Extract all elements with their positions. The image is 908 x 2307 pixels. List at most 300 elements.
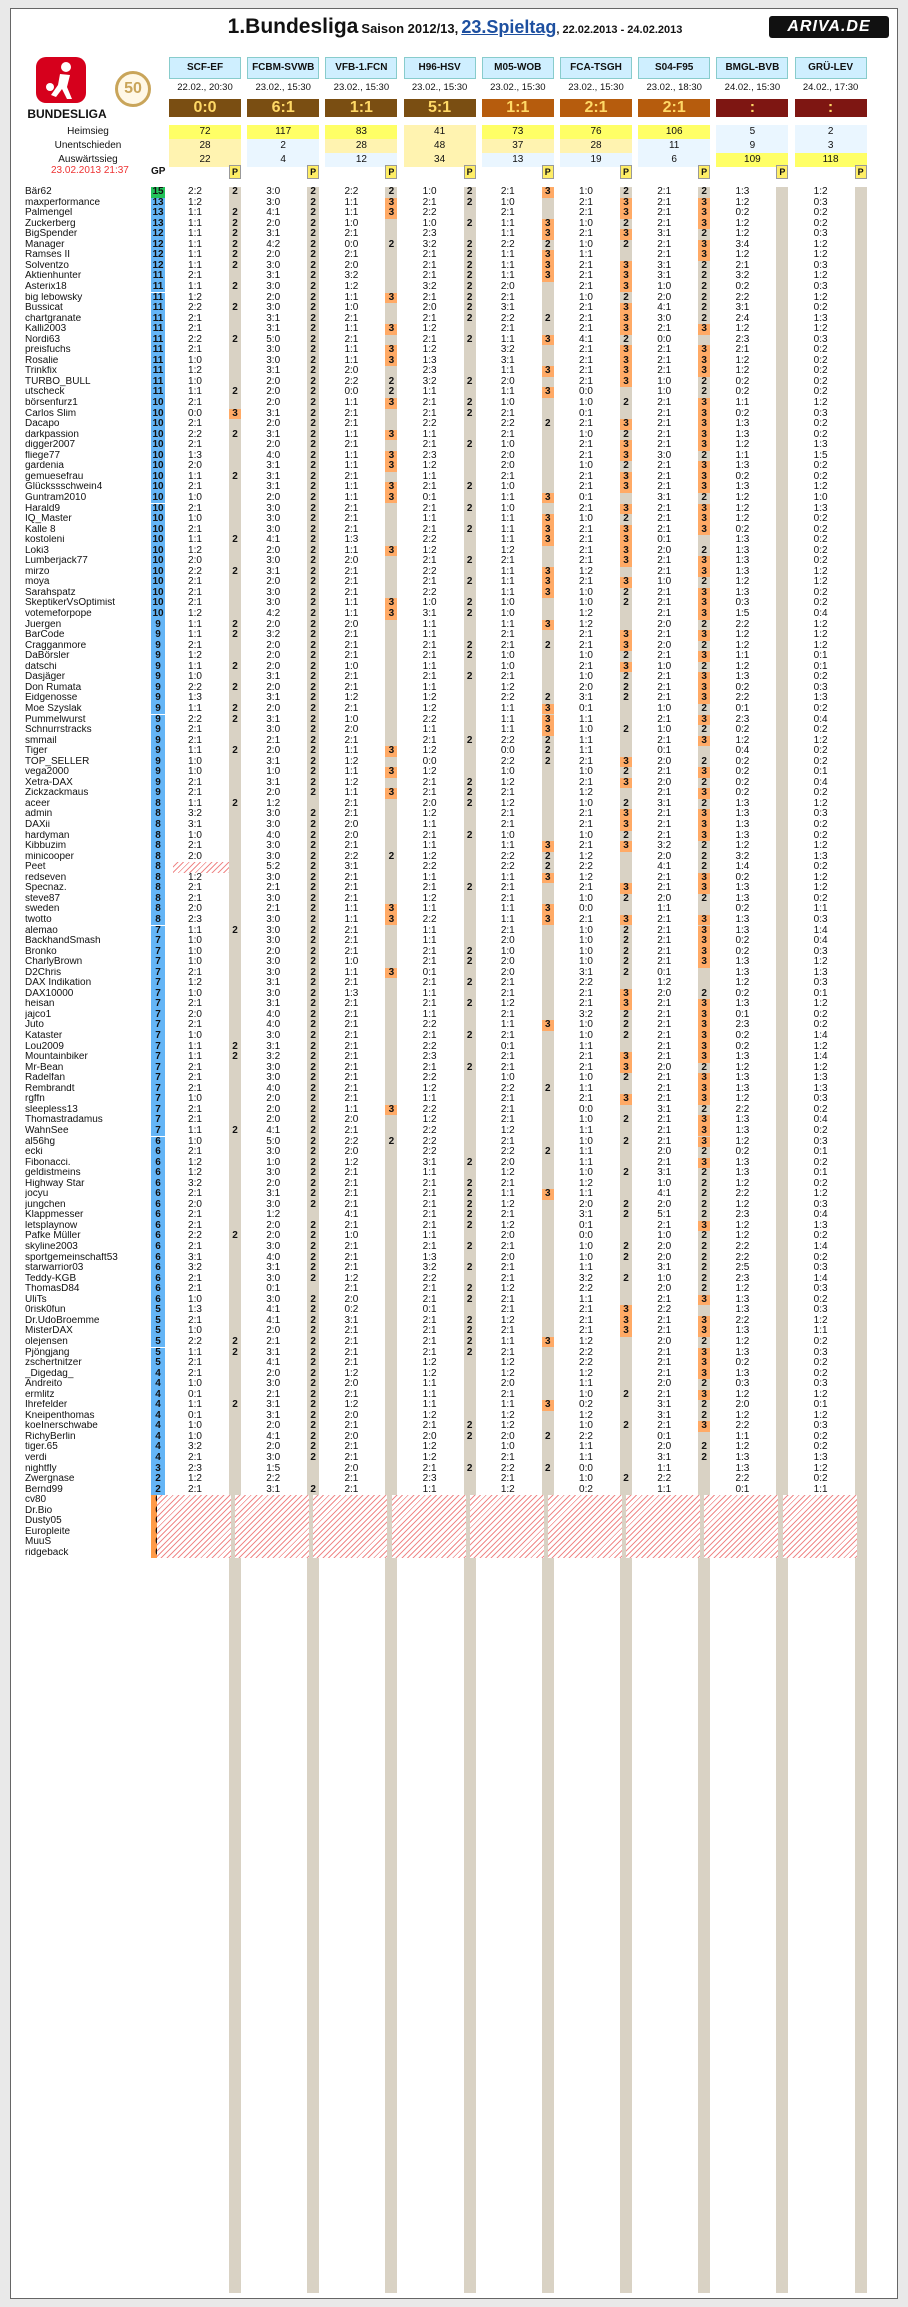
gp-value: 11 bbox=[152, 270, 164, 282]
player-name[interactable]: Kataster bbox=[25, 1031, 63, 1041]
gp-value: 5 bbox=[151, 1326, 165, 1337]
tip-value: 0:2 bbox=[735, 280, 750, 292]
tip-value: 0:1 bbox=[813, 1146, 828, 1158]
points-value: 2 bbox=[466, 576, 473, 588]
player-name[interactable]: Bronko bbox=[25, 946, 57, 957]
table-row bbox=[11, 493, 898, 504]
tip-value: 2:1 bbox=[344, 1388, 359, 1400]
points-value: 3 bbox=[542, 493, 554, 504]
player-name[interactable]: starwarrior03 bbox=[25, 1263, 84, 1274]
player-name[interactable]: aceer bbox=[25, 798, 51, 809]
player-name[interactable]: jocyu bbox=[25, 1189, 49, 1200]
tip-value: 1:1 bbox=[422, 819, 437, 830]
tip-value: 1:1 bbox=[657, 903, 672, 915]
gp-value: 4 bbox=[151, 1400, 165, 1411]
tip-value: 1:3 bbox=[735, 924, 750, 936]
player-name[interactable]: Klappmesser bbox=[25, 1210, 84, 1221]
player-name[interactable]: Pjöngjang bbox=[25, 1347, 70, 1358]
player-name[interactable]: Carlos Slim bbox=[25, 408, 77, 419]
gp-value: 10 bbox=[152, 565, 164, 577]
player-name[interactable]: Highway Star bbox=[25, 1178, 85, 1189]
player-name[interactable]: cv80 bbox=[25, 1495, 47, 1506]
player-name[interactable]: 0risk0fun bbox=[25, 1305, 66, 1316]
player-name[interactable]: Bussicat bbox=[25, 303, 63, 314]
points-value: 2 bbox=[310, 280, 316, 292]
player-name[interactable]: sportgemeinschaft53 bbox=[25, 1252, 118, 1263]
points-value: 3 bbox=[385, 546, 397, 557]
table-row bbox=[11, 820, 898, 831]
tip-value: 0:1 bbox=[422, 1304, 437, 1316]
points-value: 2 bbox=[466, 1241, 473, 1252]
player-name[interactable]: kostoleni bbox=[25, 535, 65, 546]
player-name[interactable]: redseven bbox=[25, 872, 67, 883]
player-name[interactable]: Guntram2010 bbox=[25, 492, 87, 503]
player-name[interactable]: gardenia bbox=[25, 461, 64, 472]
match-label[interactable]: FCBM-SVWB bbox=[247, 57, 319, 79]
season-label: Saison 2012/13, bbox=[361, 21, 459, 36]
points-value: 2 bbox=[466, 797, 473, 809]
player-name[interactable]: fliege77 bbox=[25, 450, 61, 461]
table-row bbox=[11, 926, 898, 937]
player-name[interactable]: smmail bbox=[25, 735, 57, 746]
player-name[interactable]: big lebowsky bbox=[25, 292, 83, 303]
player-name[interactable]: Manager bbox=[25, 239, 65, 250]
league-title: 1.Bundesliga bbox=[227, 15, 359, 38]
tip-value: 1:2 bbox=[813, 397, 828, 408]
player-name[interactable]: darkpassion bbox=[25, 429, 79, 440]
player-name[interactable]: Bär62 bbox=[25, 187, 52, 197]
player-name[interactable]: hardyman bbox=[25, 830, 70, 841]
table-row bbox=[11, 1485, 898, 1496]
points-value: 2 bbox=[466, 523, 473, 535]
player-name[interactable]: Fibonacci. bbox=[25, 1157, 71, 1168]
tip-value: 2:1 bbox=[579, 418, 593, 430]
tip-value: 1:1 bbox=[344, 787, 359, 799]
tip-value: 3:1 bbox=[657, 1409, 672, 1421]
player-name[interactable]: maxperformance bbox=[25, 197, 101, 208]
player-name[interactable]: SkeptikerVsOptimist bbox=[25, 598, 116, 609]
player-name[interactable]: minicooper bbox=[25, 851, 74, 862]
tip-value: 3:2 bbox=[422, 1262, 437, 1274]
player-name[interactable]: Ramses II bbox=[25, 250, 71, 261]
home-win-count: 73 bbox=[482, 125, 554, 139]
tip-value: 0:3 bbox=[813, 1198, 828, 1210]
points-value: 3 bbox=[620, 630, 632, 641]
player-name[interactable]: alemao bbox=[25, 925, 58, 936]
player-name[interactable]: Loki3 bbox=[25, 545, 49, 556]
table-row bbox=[11, 968, 898, 979]
player-name[interactable]: Andreito bbox=[25, 1379, 63, 1390]
tip-value: 2:0 bbox=[344, 1430, 359, 1442]
player-name[interactable]: sleepless13 bbox=[25, 1104, 78, 1115]
tip-value: 2:0 bbox=[657, 1441, 672, 1453]
player-name[interactable]: Moe Szyslak bbox=[25, 703, 82, 714]
player-name[interactable]: geldistmeins bbox=[25, 1168, 81, 1179]
player-name[interactable]: Specnaz. bbox=[25, 883, 67, 894]
player-name[interactable]: ridgeback bbox=[25, 1547, 69, 1558]
player-name[interactable]: al56hg bbox=[25, 1136, 56, 1147]
tip-value: 3:0 bbox=[266, 1072, 281, 1084]
tip-value: 1:0 bbox=[188, 829, 202, 841]
player-name[interactable]: digger2007 bbox=[25, 440, 76, 451]
tip-value: 2:2 bbox=[735, 618, 750, 630]
gp-value: 11 bbox=[152, 312, 164, 324]
tip-value: 2:1 bbox=[657, 608, 672, 619]
tip-value: 2:0 bbox=[266, 1093, 281, 1105]
round-link[interactable]: 23.Spieltag bbox=[461, 17, 557, 37]
match-label[interactable]: S04-F95 bbox=[638, 57, 710, 79]
player-name[interactable]: Aktienhunter bbox=[25, 271, 82, 282]
points-value: 2 bbox=[466, 1293, 473, 1305]
player-name[interactable]: Schnurrstracks bbox=[25, 725, 92, 736]
match-label[interactable]: H96-HSV bbox=[404, 57, 476, 79]
points-value: 2 bbox=[310, 407, 316, 419]
tip-value: 1:0 bbox=[579, 291, 593, 303]
player-name[interactable]: utscheck bbox=[25, 387, 65, 398]
tip-value: 1:2 bbox=[813, 956, 828, 968]
player-name[interactable]: vega2000 bbox=[25, 767, 69, 778]
player-name[interactable]: ecki bbox=[25, 1147, 43, 1158]
player-name[interactable]: TOP_SELLER bbox=[25, 756, 90, 767]
player-name[interactable]: zschertnitzer bbox=[25, 1358, 82, 1369]
points-value: 3 bbox=[385, 767, 397, 778]
tip-value: 0:1 bbox=[813, 1167, 828, 1179]
player-name[interactable]: Zwergnase bbox=[25, 1474, 75, 1485]
tip-value: 2:1 bbox=[500, 808, 515, 820]
player-name[interactable]: letsplaynow bbox=[25, 1220, 78, 1231]
tip-value: 1:1 bbox=[422, 1483, 437, 1495]
tip-value: 0:3 bbox=[813, 228, 828, 240]
tip-value: 0:3 bbox=[813, 1093, 828, 1105]
player-name[interactable]: mirzo bbox=[25, 566, 50, 577]
player-name[interactable]: jajco1 bbox=[25, 1009, 52, 1020]
tip-value: 1:0 bbox=[188, 956, 202, 968]
player-name[interactable]: twotto bbox=[25, 914, 52, 925]
player-name[interactable]: verdi bbox=[25, 1453, 47, 1463]
player-name[interactable]: BarCode bbox=[25, 630, 65, 641]
player-name[interactable]: Cragganmore bbox=[25, 640, 87, 651]
player-name[interactable]: Lou2009 bbox=[25, 1041, 64, 1052]
points-value: 2 bbox=[310, 1040, 316, 1052]
gp-value: 5 bbox=[151, 1348, 165, 1359]
tip-value: 2:0 bbox=[188, 1198, 202, 1210]
tip-value: 0:3 bbox=[813, 1262, 828, 1274]
table-row bbox=[11, 1326, 898, 1337]
player-name[interactable]: MuuS bbox=[25, 1537, 52, 1548]
tip-value: 1:1 bbox=[657, 1462, 672, 1474]
home-win-count: 41 bbox=[404, 125, 476, 139]
player-name[interactable]: chartgranate bbox=[25, 313, 82, 324]
tip-value: 1:1 bbox=[344, 544, 359, 556]
player-name[interactable]: _Digedag_ bbox=[25, 1368, 74, 1379]
match-label[interactable]: M05-WOB bbox=[482, 57, 554, 79]
tip-value: 1:2 bbox=[735, 228, 750, 240]
player-name[interactable]: BackhandSmash bbox=[25, 936, 101, 947]
match-label[interactable]: FCA-TSGH bbox=[560, 57, 632, 79]
points-value: 2 bbox=[310, 1103, 316, 1115]
player-name[interactable]: admin bbox=[25, 809, 53, 820]
player-name[interactable]: Nordi63 bbox=[25, 334, 61, 345]
gp-value: 9 bbox=[151, 725, 165, 736]
ariva-logo[interactable] bbox=[769, 16, 889, 38]
player-name[interactable]: UliTs bbox=[25, 1294, 47, 1305]
gp-value: 11 bbox=[152, 323, 164, 335]
player-name[interactable]: D2Chris bbox=[25, 967, 62, 978]
player-name[interactable]: börsenfurz1 bbox=[25, 398, 78, 408]
tip-value: 1:3 bbox=[735, 1072, 750, 1084]
table-row bbox=[11, 387, 898, 398]
tip-value: 0:2 bbox=[735, 903, 750, 915]
tip-value: 2:1 bbox=[657, 1388, 672, 1400]
player-name[interactable]: BigSpender bbox=[25, 229, 78, 240]
player-name[interactable]: olejensen bbox=[25, 1336, 68, 1347]
tip-value: 2:2 bbox=[657, 1473, 672, 1485]
away-win-count: 109 bbox=[716, 153, 788, 167]
player-name[interactable]: Dr.Bio bbox=[25, 1505, 53, 1516]
player-name[interactable]: votemeforpope bbox=[25, 609, 92, 619]
player-name[interactable]: ThomasD84 bbox=[25, 1284, 80, 1295]
points-value: 3 bbox=[698, 957, 710, 968]
points-value: 2 bbox=[701, 892, 707, 904]
player-name[interactable]: Solventzo bbox=[25, 260, 69, 271]
player-name[interactable]: Dacapo bbox=[25, 419, 60, 430]
player-name[interactable]: gemuesefrau bbox=[25, 471, 84, 482]
player-name[interactable]: Kneipenthomas bbox=[25, 1410, 95, 1421]
tip-value: 1:3 bbox=[813, 312, 828, 324]
player-name[interactable]: Trinkfix bbox=[25, 366, 57, 377]
player-name[interactable]: Pummelwurst bbox=[25, 714, 86, 725]
player-name[interactable]: preisfuchs bbox=[25, 345, 71, 356]
player-name[interactable]: DAX Indikation bbox=[25, 978, 92, 989]
tip-value: 1:1 bbox=[188, 1040, 202, 1052]
player-name[interactable]: Kalli2003 bbox=[25, 324, 67, 335]
player-name[interactable]: Radelfan bbox=[25, 1073, 66, 1084]
player-name[interactable]: Rosalie bbox=[25, 355, 59, 366]
table-row bbox=[11, 1453, 898, 1464]
tip-value: 2:1 bbox=[500, 1061, 515, 1073]
tip-value: 3:1 bbox=[188, 819, 202, 830]
table-row bbox=[11, 1263, 898, 1274]
tip-value: 2:1 bbox=[422, 1188, 437, 1200]
match-label[interactable]: VFB-1.FCN bbox=[325, 57, 397, 79]
tip-value: 2:1 bbox=[344, 882, 359, 894]
tip-value: 2:1 bbox=[500, 1272, 515, 1284]
tip-value: 0:3 bbox=[813, 913, 828, 925]
player-name[interactable]: CharlyBrown bbox=[25, 957, 83, 968]
player-name[interactable]: Dusty05 bbox=[25, 1516, 62, 1527]
player-name[interactable]: Eidgenosse bbox=[25, 693, 78, 704]
points-value: 2 bbox=[701, 375, 707, 387]
tip-value: 1:2 bbox=[579, 1409, 593, 1421]
player-name[interactable]: koeInerschwabe bbox=[25, 1421, 98, 1432]
player-name[interactable]: moya bbox=[25, 577, 50, 588]
points-value: 3 bbox=[698, 419, 710, 430]
tip-value: 2:1 bbox=[579, 639, 593, 651]
player-name[interactable]: Xetra-DAX bbox=[25, 777, 73, 788]
player-name[interactable]: WahnSee bbox=[25, 1125, 69, 1136]
tip-value: 0:1 bbox=[813, 987, 828, 999]
tip-value: 0:1 bbox=[657, 745, 672, 757]
tip-value: 1:1 bbox=[422, 1230, 437, 1242]
points-value: 2 bbox=[701, 1283, 707, 1295]
player-name[interactable]: datschi bbox=[25, 661, 57, 672]
player-name[interactable]: Bernd99 bbox=[25, 1484, 63, 1495]
player-name[interactable]: Harald9 bbox=[25, 503, 61, 514]
match-label[interactable]: BMGL-BVB bbox=[716, 57, 788, 79]
tip-value: 2:1 bbox=[500, 407, 515, 419]
points-value: 3 bbox=[542, 250, 554, 261]
tip-value: 2:1 bbox=[188, 1114, 202, 1126]
player-name[interactable]: Tiger bbox=[25, 746, 48, 757]
tip-value: 2:1 bbox=[422, 1030, 437, 1041]
points-value: 2 bbox=[232, 681, 238, 693]
player-name[interactable]: Peet bbox=[25, 862, 46, 873]
tip-value: 3:1 bbox=[266, 323, 281, 335]
tip-value: 0:3 bbox=[813, 1378, 828, 1390]
no-tips-area bbox=[548, 1495, 622, 1558]
player-name[interactable]: Glückssschwein4 bbox=[25, 482, 103, 493]
tip-value: 3:1 bbox=[266, 1346, 281, 1358]
tip-value: 2:1 bbox=[657, 1346, 672, 1358]
player-name[interactable]: RichyBerlin bbox=[25, 1431, 76, 1442]
points-value: 3 bbox=[698, 820, 710, 831]
player-name[interactable]: Mr-Bean bbox=[25, 1062, 64, 1073]
player-name[interactable]: IQ_Master bbox=[25, 514, 72, 525]
tip-value: 0:2 bbox=[735, 987, 750, 999]
player-name[interactable]: heisan bbox=[25, 999, 55, 1010]
tip-value: 2:1 bbox=[344, 639, 359, 651]
player-name[interactable]: Dr.UdoBroemme bbox=[25, 1315, 100, 1326]
points-value: 3 bbox=[698, 208, 710, 219]
player-name[interactable]: tiger.65 bbox=[25, 1442, 58, 1453]
player-name[interactable]: Dasjäger bbox=[25, 672, 66, 683]
player-name[interactable]: Kalle 8 bbox=[25, 524, 56, 535]
tip-value: 1:2 bbox=[188, 1167, 202, 1179]
player-name[interactable]: Kibbuzim bbox=[25, 841, 67, 852]
tip-value: 2:0 bbox=[266, 639, 281, 651]
player-name[interactable]: nightfly bbox=[25, 1463, 57, 1474]
player-name[interactable]: Asterix18 bbox=[25, 281, 67, 292]
player-name[interactable]: sweden bbox=[25, 904, 60, 915]
tip-value: 1:0 bbox=[579, 586, 593, 598]
player-name[interactable]: jungchen bbox=[25, 1199, 66, 1210]
player-name[interactable]: Zickzackmaus bbox=[25, 788, 89, 799]
player-name[interactable]: Europleite bbox=[25, 1526, 71, 1537]
points-value: 2 bbox=[310, 418, 316, 430]
player-name[interactable]: Sarahspatz bbox=[25, 587, 76, 598]
tip-value: 1:0 bbox=[579, 1072, 593, 1084]
points-value: 2 bbox=[310, 1156, 316, 1168]
player-name[interactable]: rgffn bbox=[25, 1094, 45, 1105]
tip-value: 0:3 bbox=[813, 333, 828, 345]
tip-value: 2:0 bbox=[266, 217, 281, 229]
tip-value: 1:2 bbox=[813, 998, 828, 1010]
tip-value: 3:1 bbox=[344, 861, 359, 873]
tip-value: 1:2 bbox=[735, 1441, 750, 1453]
player-name[interactable]: DaBörsler bbox=[25, 651, 70, 662]
player-name[interactable]: ermlitz bbox=[25, 1389, 55, 1400]
table-row bbox=[11, 1105, 898, 1116]
table-row bbox=[11, 282, 898, 293]
tip-value: 1:3 bbox=[735, 534, 750, 546]
tip-value: 0:2 bbox=[735, 375, 750, 387]
tip-value: 1:0 bbox=[422, 597, 437, 609]
tip-value: 2:1 bbox=[657, 913, 672, 925]
table-row bbox=[11, 504, 898, 515]
match-label[interactable]: GRÜ-LEV bbox=[795, 57, 867, 79]
player-name[interactable]: MisterDAX bbox=[25, 1326, 73, 1337]
player-name[interactable]: Ihrefelder bbox=[25, 1400, 68, 1411]
player-name[interactable]: Juergen bbox=[25, 619, 62, 630]
player-name[interactable]: Palmengel bbox=[25, 208, 73, 219]
points-value: 2 bbox=[623, 766, 629, 778]
tip-value: 1:2 bbox=[579, 565, 593, 577]
points-value: 2 bbox=[310, 713, 316, 725]
tip-value: 2:1 bbox=[188, 1061, 202, 1073]
tip-value: 2:1 bbox=[188, 1452, 202, 1463]
player-name[interactable]: Mountainbiker bbox=[25, 1052, 88, 1063]
tip-value: 0:1 bbox=[657, 966, 672, 978]
player-name[interactable]: Zuckerberg bbox=[25, 218, 76, 229]
tip-value: 2:1 bbox=[500, 1452, 515, 1463]
points-value: 2 bbox=[310, 1346, 316, 1358]
tip-value: 2:0 bbox=[266, 291, 281, 303]
player-name[interactable]: TURBO_BULL bbox=[25, 376, 91, 387]
tip-value: 1:2 bbox=[422, 766, 437, 778]
player-name[interactable]: Rembrandt bbox=[25, 1083, 75, 1094]
tip-value: 0:3 bbox=[813, 1346, 828, 1358]
tip-value: 2:1 bbox=[344, 1325, 359, 1337]
tip-value: 2:1 bbox=[500, 555, 515, 567]
match-score: 0:0 bbox=[169, 99, 241, 117]
tip-value: 1:1 bbox=[344, 354, 359, 366]
tip-value: 2:1 bbox=[344, 523, 359, 535]
player-name[interactable]: DAXii bbox=[25, 820, 51, 830]
player-name[interactable]: DAX10000 bbox=[25, 988, 74, 999]
points-value: 2 bbox=[310, 323, 316, 335]
table-row bbox=[11, 1253, 898, 1264]
points-value: 2 bbox=[232, 660, 238, 672]
tip-value: 1:2 bbox=[735, 1198, 750, 1210]
player-name[interactable]: Pafke Müller bbox=[25, 1231, 81, 1242]
tip-value: 1:1 bbox=[500, 1335, 515, 1347]
player-name[interactable]: steve87 bbox=[25, 893, 61, 904]
player-name[interactable]: Juto bbox=[25, 1020, 44, 1031]
points-value: 2 bbox=[232, 333, 238, 345]
tip-value: 0:0 bbox=[579, 1103, 593, 1115]
match-label[interactable]: SCF-EF bbox=[169, 57, 241, 79]
player-name[interactable]: Lumberjack77 bbox=[25, 556, 88, 567]
tip-value: 1:3 bbox=[422, 1251, 437, 1263]
tip-value: 2:1 bbox=[657, 555, 672, 567]
tip-value: 0:2 bbox=[813, 829, 828, 841]
table-row bbox=[11, 1042, 898, 1053]
tip-value: 4:0 bbox=[266, 1019, 281, 1031]
player-name[interactable]: Thomastradamus bbox=[25, 1115, 103, 1126]
points-value: 2 bbox=[232, 702, 238, 714]
tip-value: 1:0 bbox=[500, 439, 515, 451]
player-name[interactable]: Don Rumata bbox=[25, 682, 82, 693]
tip-value: 2:0 bbox=[188, 555, 202, 567]
player-name[interactable]: Teddy-KGB bbox=[25, 1273, 77, 1284]
tip-value: 1:0 bbox=[500, 650, 515, 662]
player-name[interactable]: skyline2003 bbox=[25, 1242, 78, 1252]
tip-value: 1:2 bbox=[422, 692, 437, 704]
points-value: 3 bbox=[542, 525, 554, 536]
tip-value: 0:2 bbox=[813, 586, 828, 598]
tip-value: 1:2 bbox=[500, 544, 515, 556]
tip-value: 1:3 bbox=[813, 1219, 828, 1231]
